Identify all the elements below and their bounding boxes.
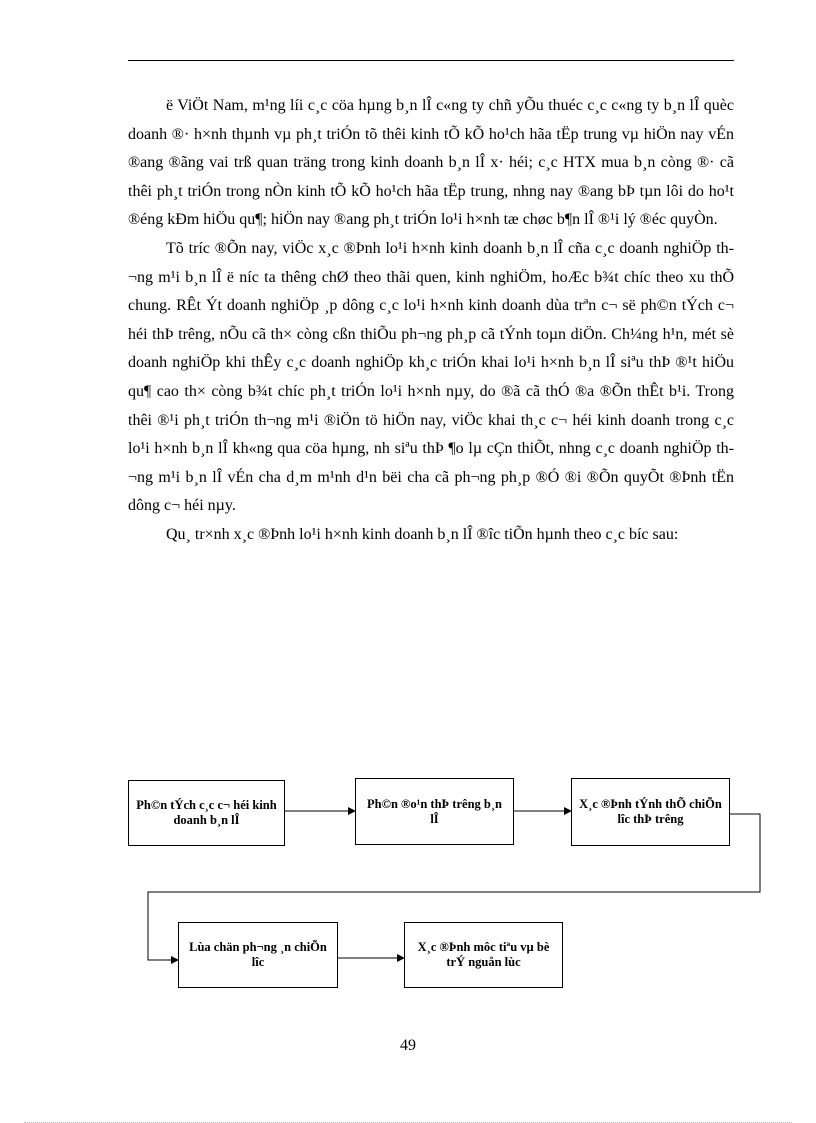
page-number: 49 bbox=[400, 1037, 416, 1054]
header-rule bbox=[128, 60, 734, 61]
paragraph-2: Tõ tríc ®Õn nay, viÖc x¸c ®Þnh lo¹i h×nh kinh doanh b¸n lÎ cña c¸c doanh nghiÖp th¬ng m¹i b¸n lÎ ë níc ta thêng chØ theo thãi quen, kinh nghiÖm, hoÆc b¾t chíc theo xu thÕ chung. RÊt Ýt doanh nghiÖp ¸p dông c¸c lo¹i h×nh kinh doanh dùa trªn c¬ së ph©n tÝch c¬ héi thÞ trêng, nÕu cã th× còng cßn thiÕu ph¬ng ph¸p cã tÝnh toµn diÖn. Ch¼ng h¹n, mét sè doanh nghiÖp khi thÊy c¸c doanh nghiÖp kh¸c triÓn khai lo¹i h×nh b¸n lÎ siªu thÞ ®¹t hiÖu qu¶ cao th× còng b¾t chíc ph¸t triÓn lo¹i h×nh nµy, do ®ã cã thÓ ®a ®Õn thÊt b¹i. Trong thêi ®¹i ph¸t triÓn th¬ng m¹i ®iÖn tö hiÖn nay, viÖc khai th¸c c¬ héi kinh doanh trong c¸c lo¹i h×nh b¸n lÎ kh«ng qua cöa hµng, nh siªu thÞ ¶o lµ cÇn thiÕt, nhng c¸c doanh nghiÖp th¬ng m¹i b¸n lÎ vÉn cha d¸m m¹nh d¹n bëi cha cã ph¬ng ph¸p ®Ó ®i ®Õn quyÕt ®Þnh tËn dông c¬ héi nµy. bbox=[128, 239, 734, 515]
flow-step-5: X¸c ®Þnh môc tiªu vµ bè trÝ nguån lùc bbox=[404, 922, 563, 988]
flow-step-3: X¸c ®Þnh tÝnh thÕ chiÕn lîc thÞ trêng bbox=[571, 778, 730, 846]
flow-step-4: Lùa chän ph¬ng ¸n chiÕn lîc bbox=[178, 922, 338, 988]
flow-step-1: Ph©n tÝch c¸c c¬ héi kinh doanh b¸n lÎ bbox=[128, 780, 285, 846]
body-text bbox=[128, 92, 734, 550]
paragraph-1: ë ViÖt Nam, m¹ng líi c¸c cöa hµng b¸n lÎ c«ng ty chñ yÕu thuéc c¸c c«ng ty b¸n lÎ quèc doanh ®· h×nh thµnh vµ ph¸t triÓn tõ thêi kinh tÕ kÕ ho¹ch hãa tËp trung vµ hiÖn nay vÉn ®ang ®ãng vai trß quan träng trong kinh doanh b¸n lÎ x· héi; c¸c HTX mua b¸n còng ®· cã thêi ph¸t triÓn trong nÒn kinh tÕ kÕ ho¹ch hãa tËp trung, nhng nay ®ang bÞ tµn lôi do ho¹t ®éng kÐm hiÖu qu¶; hiÖn nay ®ang ph¸t triÓn lo¹i h×nh tæ chøc b¶n lÎ ®¹i lý ®éc quyÒn. bbox=[128, 97, 734, 229]
flow-step-2: Ph©n ®o¹n thÞ trêng b¸n lÎ bbox=[355, 778, 514, 845]
paragraph-3: Qu¸ tr×nh x¸c ®Þnh lo¹i h×nh kinh doanh b¸n lÎ ®îc tiÕn hµnh theo c¸c bíc sau: bbox=[166, 525, 679, 543]
